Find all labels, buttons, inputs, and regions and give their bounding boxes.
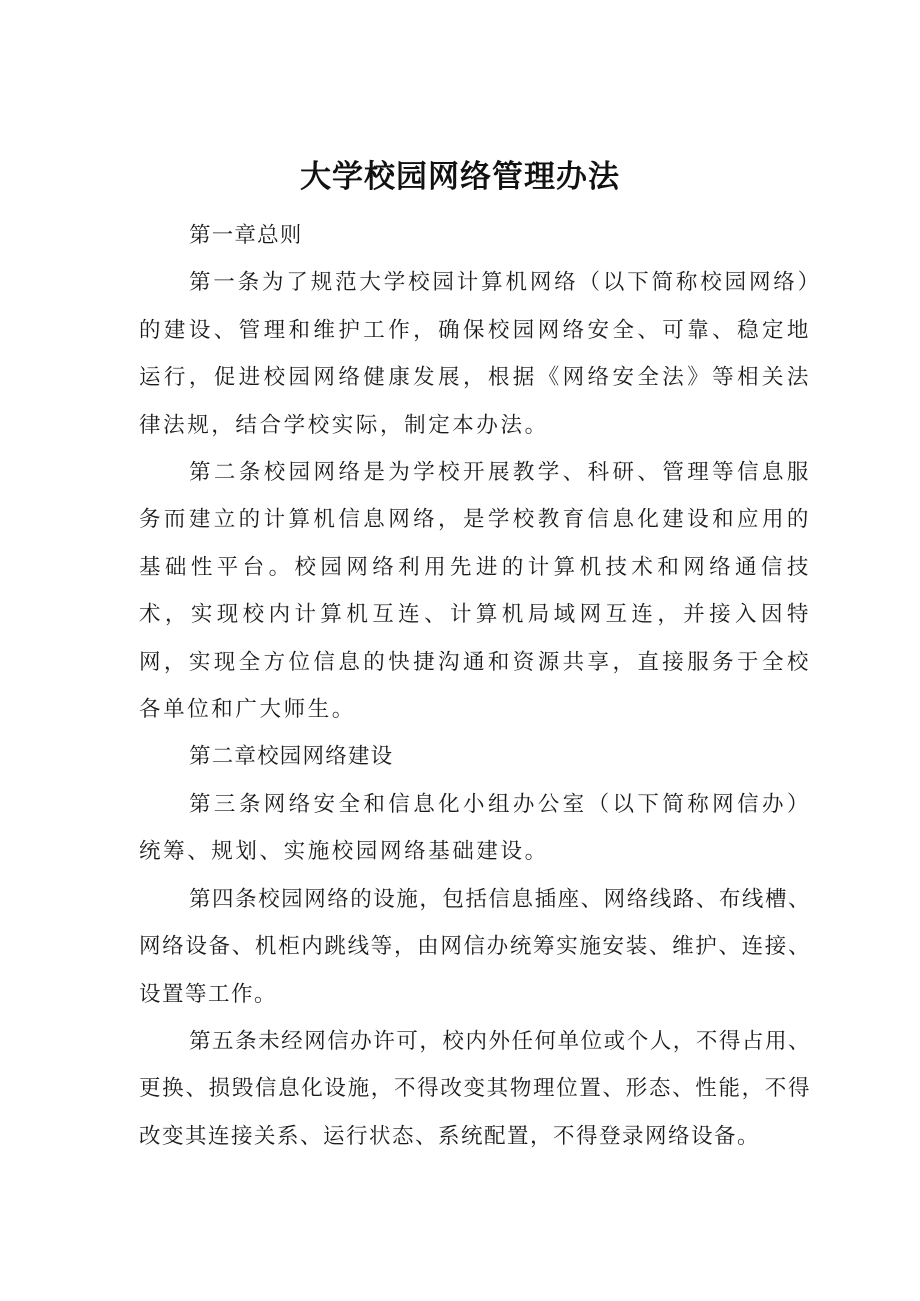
document-title: 大学校园网络管理办法 [300,158,620,195]
chapter-heading-1: 第一章总则 [189,223,303,248]
article-1: 第一条为了规范大学校园计算机网络（以下简称校园网络）的建设、管理和维护工作，确保校园网络安全、可靠、稳定地运行，促进校园网络健康发展，根据《网络安全法》等相关法律法规，结合学校实际，制定本办法。 [139,270,811,438]
article-4: 第四条校园网络的设施，包括信息插座、网络线路、布线槽、网络设备、机柜内跳线等，由网信办统筹实施安装、维护、连接、设置等工作。 [139,886,811,1007]
article-3: 第三条网络安全和信息化小组办公室（以下简称网信办）统筹、规划、实施校园网络基础建设。 [139,791,811,865]
chapter-heading-2: 第二章校园网络建设 [189,744,394,770]
document-body [139,212,811,1160]
article-2: 第二条校园网络是为学校开展教学、科研、管理等信息服务而建立的计算机信息网络，是学校教育信息化建设和应用的基础性平台。校园网络利用先进的计算机技术和网络通信技术，实现校内计算机互连、计算机局域网互连，并接入因特网，实现全方位信息的快捷沟通和资源共享，直接服务于全校各单位和广大师生。 [139,460,811,723]
article-5: 第五条未经网信办许可，校内外任何单位或个人，不得占用、更换、损毁信息化设施，不得改变其物理位置、形态、性能，不得改变其连接关系、运行状态、系统配置，不得登录网络设备。 [139,1028,811,1149]
